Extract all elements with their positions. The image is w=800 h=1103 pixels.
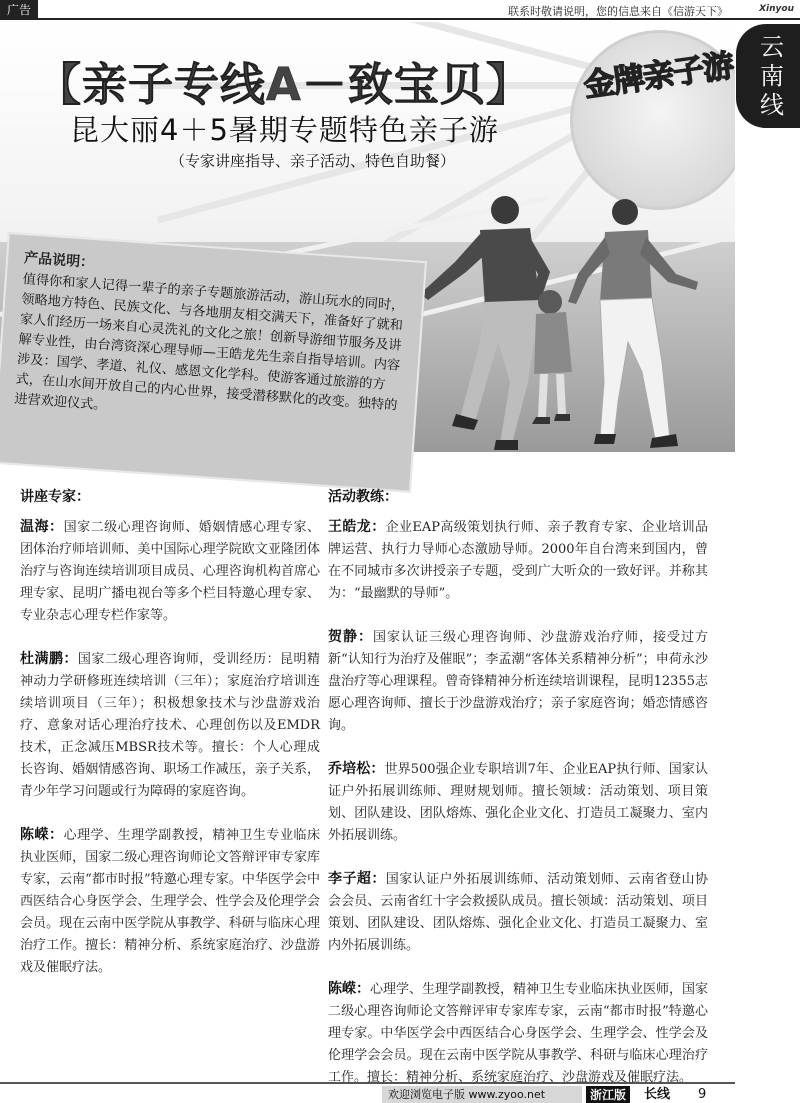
coach-name: 陈嵘： <box>328 981 370 997</box>
lecturer-bio: 国家二级心理咨询师、婚姻情感心理专家、团体治疗师培训师、美中国际心理学院欧文亚隆团体治疗与咨询连续培训项目成员、心理咨询机构首席心理专家、昆明广播电视台等多个栏目特邀心理专家、专业杂志心理专栏作家等。 <box>20 520 320 623</box>
ad-tag: 广告 <box>0 0 38 20</box>
lecturers-column <box>20 486 320 1000</box>
mother-head <box>612 199 638 225</box>
child-dress <box>534 312 572 374</box>
lecturer-name: 杜满鹏： <box>20 651 78 667</box>
lecturer-name: 温海： <box>20 519 64 535</box>
magazine-logo: Xinyou <box>759 4 794 14</box>
region-tab-char: 线 <box>760 91 784 119</box>
headline: 【亲子专线A－致宝贝】 <box>36 58 532 111</box>
lecturer-entry <box>20 516 320 627</box>
page-number: 9 <box>698 1087 707 1102</box>
father-arm <box>420 234 488 300</box>
child-head <box>538 290 562 314</box>
page-footer <box>0 1082 735 1103</box>
coach-name: 乔培松： <box>328 761 385 777</box>
coach-bio: 企业EAP高级策划执行师、亲子教育专家、企业培训品牌运营、执行力导师心态激励导师。2000年自台湾来到国内，曾在不同城市多次讲授亲子专题，受到广大听众的一致好评。并称其为：“最幽默的导师”。 <box>328 520 708 601</box>
gold-family-tour-badge: 金牌亲子游 <box>581 47 735 105</box>
coach-bio: 国家认证户外拓展训练师、活动策划师、云南省登山协会会员、云南省红十字会救援队成员。擅长领域：活动策划、项目策划、团队建设、团队熔炼、强化企业文化、打造员工凝聚力、室内外拓展训练。 <box>328 872 708 953</box>
coach-entry <box>328 626 708 737</box>
region-tab-char: 南 <box>760 62 784 90</box>
coach-entry <box>328 758 708 847</box>
coach-entry <box>328 516 708 605</box>
product-description-text: 值得你和家人记得一辈子的亲子专题旅游活动，游山玩水的同时，领略地方特色、民族文化、与各地朋友相交满天下，准备好了就和家人们经历一场来自心灵洗礼的文化之旅！创新导游细节服务及讲解专业性，由台湾资深心理导师—王皓龙先生亲自指导培训。内容涉及：国学、孝道、礼仪、感恩文化学科。使游客通过旅游的方式，在山水间开放自己的内心世界，接受潜移默化的改变。独特的进营欢迎仪式。 <box>13 272 405 414</box>
subheadline: 昆大丽4＋5暑期专题特色亲子游 <box>70 113 499 147</box>
coach-bio: 心理学、生理学副教授，精神卫生专业临床执业医师，国家二级心理咨询师论文答辩评审专家库专家，云南“都市时报”特邀心理专家。中华医学会中西医结合心身医学会、生理学会、性学会及伦理学会会员。现在云南中医学院从事教学、科研与临床心理治疗工作。擅长：精神分析、系统家庭治疗、沙盘游戏及催眠疗法。 <box>328 982 709 1085</box>
coach-entry <box>328 978 708 1089</box>
lecturer-entry <box>20 824 320 979</box>
coach-name: 贺静： <box>328 629 373 645</box>
father-shoe <box>494 440 518 450</box>
coaches-heading: 活动教练： <box>328 489 398 505</box>
region-tab <box>736 24 800 128</box>
coach-bio: 国家认证三级心理咨询师、沙盘游戏治疗师，接受过方新“认知行为治疗及催眠”；李孟潮“客体关系精神分析”；申荷永沙盘治疗等心理课程。曾奇锋精神分析连续培训课程，昆明12355志愿心理咨询师、擅长于沙盘游戏治疗；亲子家庭咨询；婚恋情感咨询。 <box>328 630 708 733</box>
mother-shoe <box>594 434 616 444</box>
lecturer-name: 陈嵘： <box>20 827 64 843</box>
lecturers-heading: 讲座专家： <box>20 489 90 505</box>
footer-section-label: 长线 <box>644 1087 671 1102</box>
running-family-photo <box>400 182 720 452</box>
child-shoe <box>554 414 570 421</box>
father-head <box>491 196 519 224</box>
product-description-title: 产品说明： <box>23 250 95 272</box>
coach-entry <box>328 868 708 957</box>
child-leg <box>538 374 548 417</box>
region-tab-char: 云 <box>760 33 784 61</box>
child-leg <box>556 374 566 414</box>
lecturer-entry <box>20 648 320 803</box>
mother-shirt <box>600 230 652 302</box>
coach-name: 王皓龙： <box>328 519 386 535</box>
top-bar <box>0 0 800 20</box>
lecturer-bio: 心理学、生理学副教授，精神卫生专业临床执业医师，国家二级心理咨询师论文答辩评审专家库专家，云南“都市时报”特邀心理专家。中华医学会中西医结合心身医学会、生理学会、性学会及伦理学会会员。现在云南中医学院从事教学、科研与临床心理治疗工作。擅长：精神分析、系统家庭治疗、沙盘游戏及催眠疗法。 <box>20 828 320 975</box>
footer-website-link[interactable]: 欢迎浏览电子版 www.zyoo.net <box>382 1086 582 1103</box>
coach-bio: 世界500强企业专职培训7年、企业EAP执行师、国家认证户外拓展训练师、理财规划师。擅长领域：活动策划、项目策划、团队建设、团队熔炼、强化企业文化、打造员工凝聚力、室内外拓展训练。 <box>328 762 709 843</box>
lecturer-bio: 国家二级心理咨询师，受训经历：昆明精神动力学研修班连续培训（三年）；家庭治疗培训连续培训项目（三年）；积极想象技术与沙盘游戏治疗、意象对话心理治疗技术、心理创伤以及EMDR技术，正念减压MBSR技术等。擅长：个人心理成长咨询、婚姻情感咨询、职场工作减压，亲子关系，青少年学习问题或行为障碍的家庭咨询。 <box>20 652 320 799</box>
footer-edition-badge: 浙江版 <box>586 1086 630 1103</box>
product-description-box <box>0 232 427 493</box>
contact-notice: 联系时敬请说明，您的信息来自《信游天下》 <box>508 5 728 18</box>
coach-name: 李子超： <box>328 871 386 887</box>
subnote: （专家讲座指导、亲子活动、特色自助餐） <box>170 152 456 170</box>
mother-pants <box>600 298 670 444</box>
child-shoe <box>532 417 550 424</box>
coaches-column <box>328 486 708 1103</box>
